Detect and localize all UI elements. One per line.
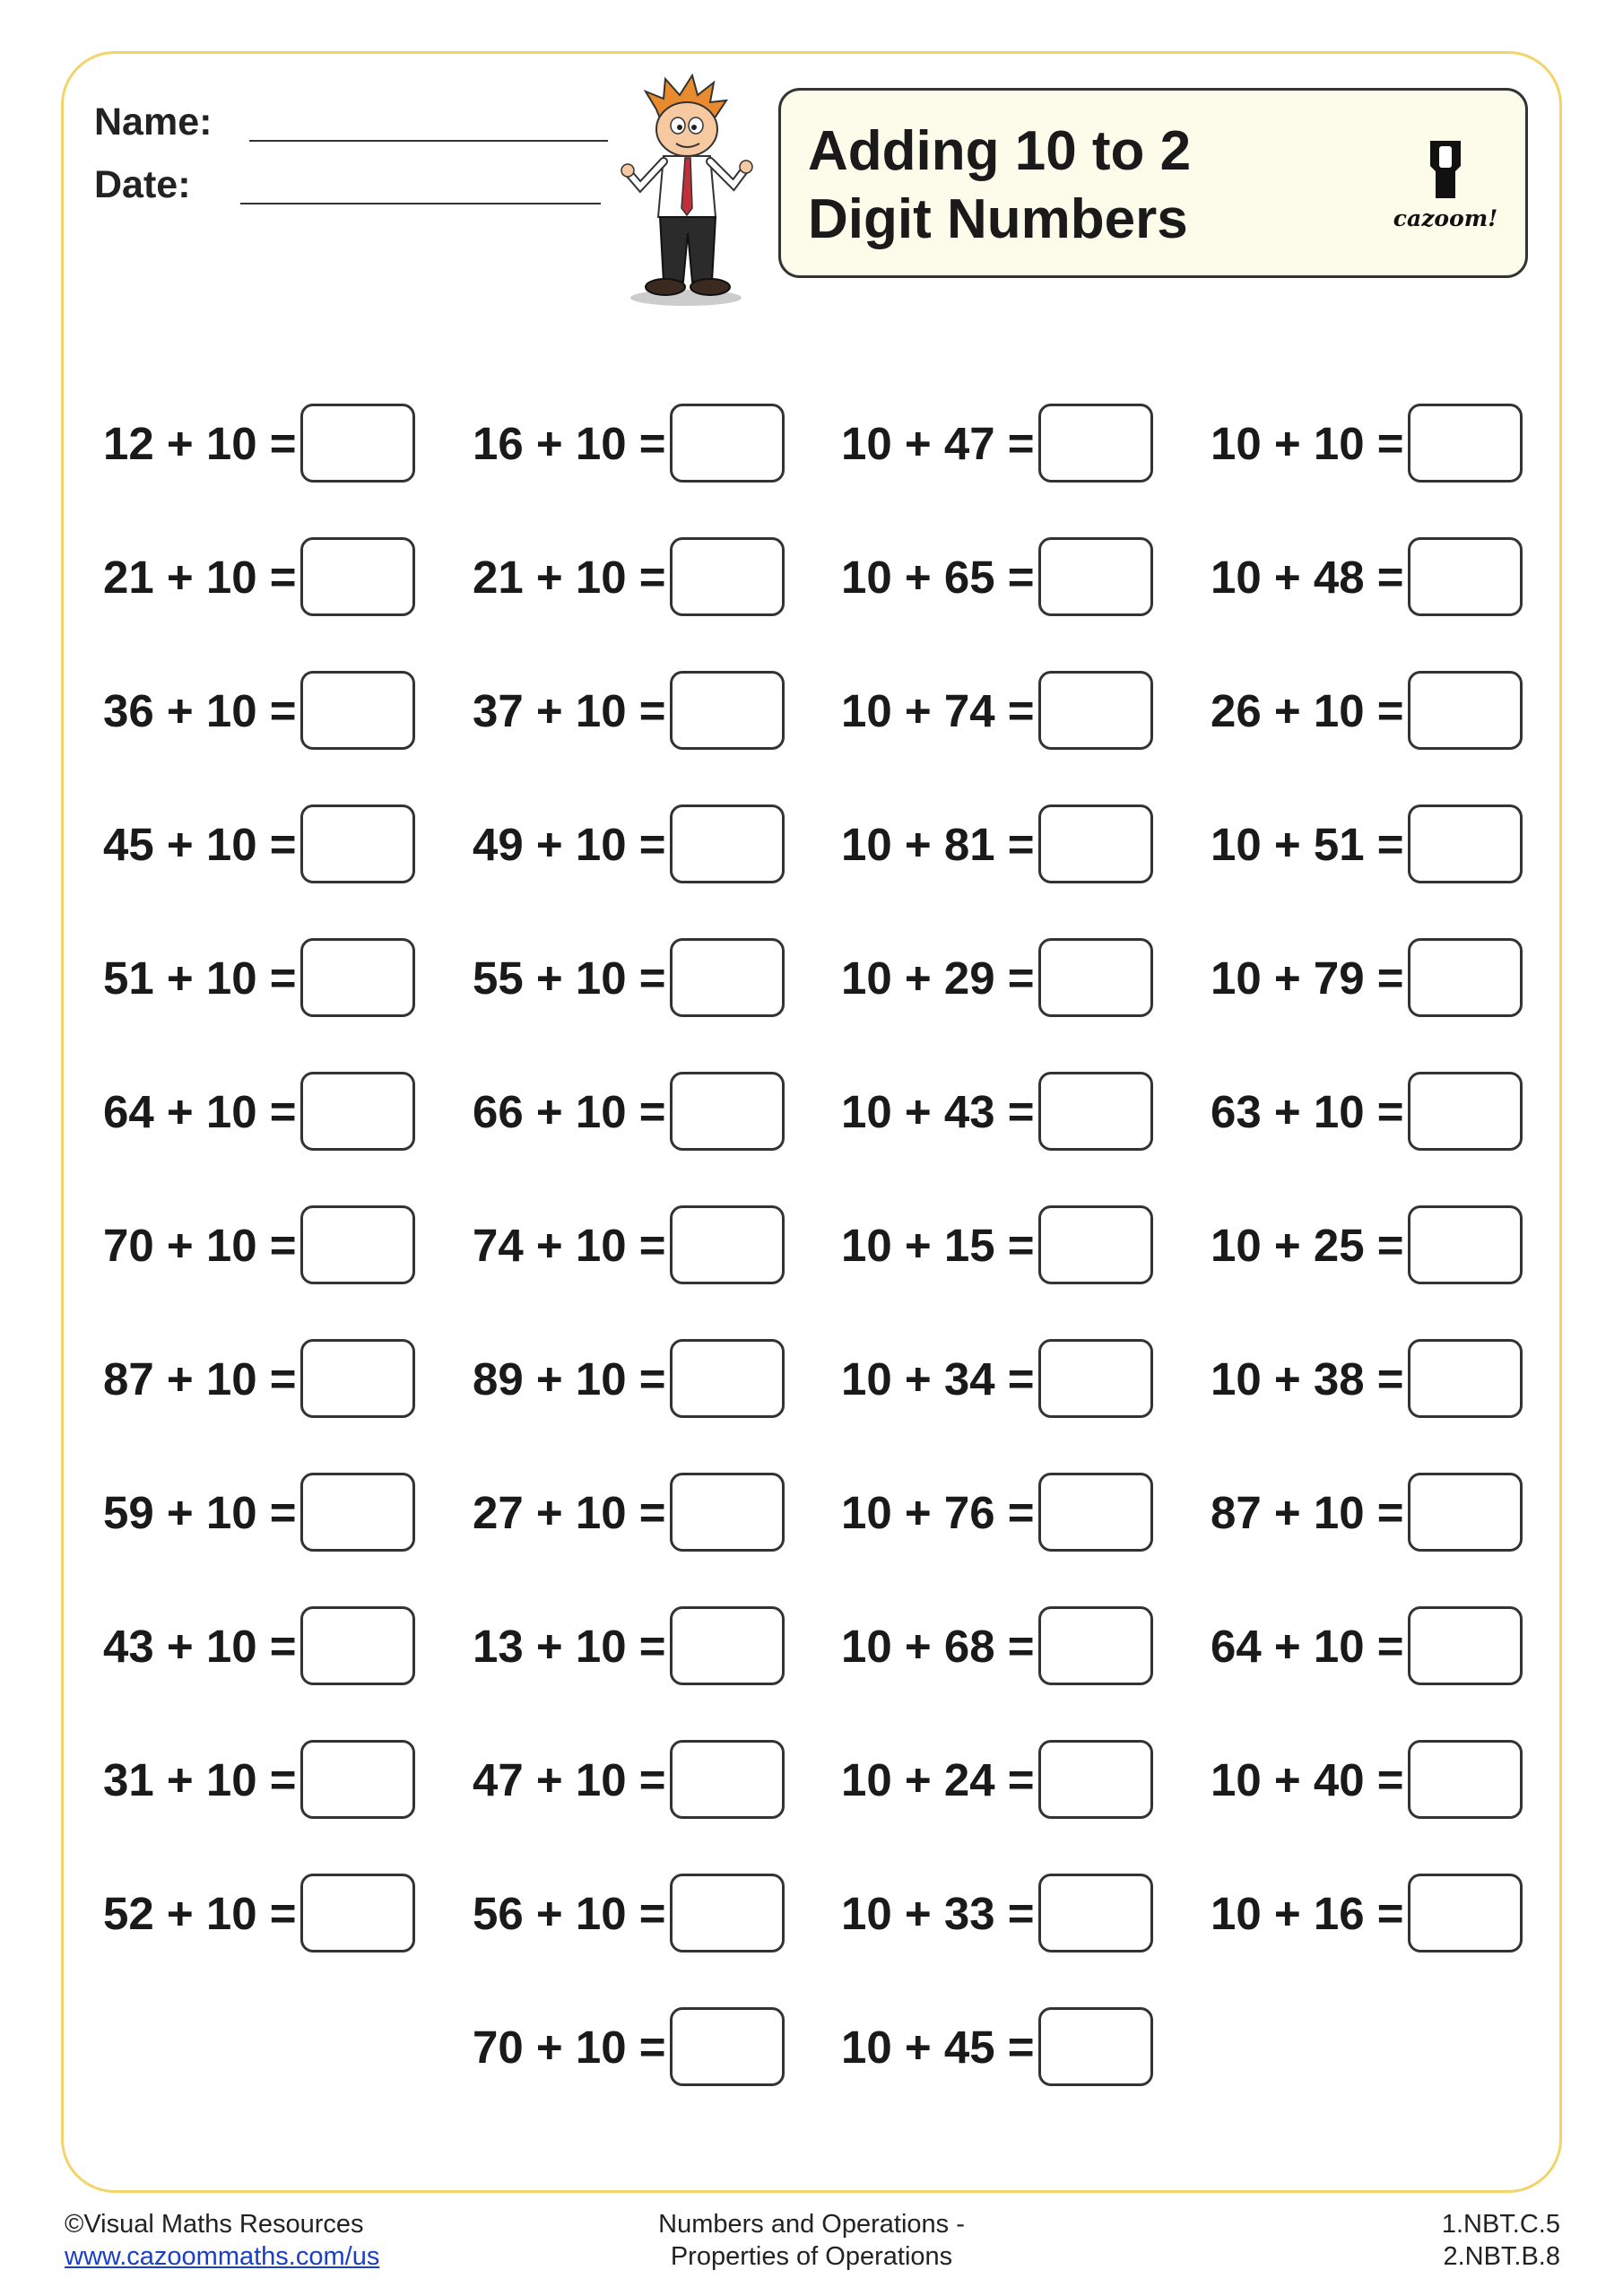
answer-box[interactable]: [1408, 1473, 1523, 1552]
footer-standards: [1399, 2208, 1560, 2273]
question-item: [841, 537, 1182, 618]
answer-box[interactable]: [670, 1740, 785, 1819]
cazoom-logo: [1387, 135, 1504, 234]
question-text: 10 + 51 =: [1211, 819, 1404, 870]
question-text: 87 + 10 =: [103, 1353, 297, 1405]
question-text: 12 + 10 =: [103, 418, 297, 469]
question-item: [1211, 1339, 1551, 1420]
question-item: [103, 804, 444, 885]
question-text: 10 + 76 =: [841, 1487, 1035, 1538]
question-text: 10 + 15 =: [841, 1220, 1035, 1271]
answer-box[interactable]: [670, 1606, 785, 1685]
question-text: 47 + 10 =: [473, 1754, 666, 1805]
question-item: [841, 1205, 1182, 1286]
question-text: 70 + 10 =: [473, 2022, 666, 2073]
question-text: 10 + 47 =: [841, 418, 1035, 469]
answer-box[interactable]: [1408, 404, 1523, 483]
question-text: 13 + 10 =: [473, 1621, 666, 1672]
answer-box[interactable]: [1038, 804, 1153, 883]
footer-topic: [650, 2208, 973, 2273]
question-item: [841, 1072, 1182, 1152]
question-text: 89 + 10 =: [473, 1353, 666, 1405]
question-text: 37 + 10 =: [473, 685, 666, 736]
question-item: [473, 1205, 813, 1286]
answer-box[interactable]: [1408, 1339, 1523, 1418]
answer-box[interactable]: [300, 1339, 415, 1418]
question-text: 10 + 65 =: [841, 552, 1035, 603]
question-item: [473, 1473, 813, 1553]
question-item: [841, 1473, 1182, 1553]
question-text: 10 + 68 =: [841, 1621, 1035, 1672]
answer-box[interactable]: [1408, 938, 1523, 1017]
question-item: [473, 671, 813, 752]
website-link[interactable]: www.cazoommaths.com/us: [65, 2242, 380, 2271]
answer-box[interactable]: [1408, 671, 1523, 750]
question-item: [103, 1606, 444, 1687]
topic-line-1: Numbers and Operations -: [658, 2210, 965, 2239]
question-item: [103, 1205, 444, 1286]
question-text: 10 + 16 =: [1211, 1888, 1404, 1939]
answer-box[interactable]: [1038, 1874, 1153, 1952]
question-text: 43 + 10 =: [103, 1621, 297, 1672]
question-text: 10 + 45 =: [841, 2022, 1035, 2073]
question-text: 10 + 43 =: [841, 1086, 1035, 1137]
topic-line-2: Properties of Operations: [670, 2242, 953, 2271]
question-item: [1211, 1740, 1551, 1821]
question-item: [841, 938, 1182, 1019]
question-text: 10 + 79 =: [1211, 952, 1404, 1004]
answer-box[interactable]: [670, 1473, 785, 1552]
answer-box[interactable]: [670, 1072, 785, 1151]
date-label: Date:: [94, 163, 191, 206]
question-text: 36 + 10 =: [103, 685, 297, 736]
question-text: 31 + 10 =: [103, 1754, 297, 1805]
question-item: [103, 1339, 444, 1420]
answer-box[interactable]: [670, 1339, 785, 1418]
question-item: [473, 2007, 813, 2088]
question-text: 10 + 48 =: [1211, 552, 1404, 603]
question-item: [473, 404, 813, 484]
footer-left: [65, 2208, 379, 2273]
question-text: 70 + 10 =: [103, 1220, 297, 1271]
answer-box[interactable]: [1408, 804, 1523, 883]
question-item: [841, 1874, 1182, 1954]
answer-box[interactable]: [300, 1740, 415, 1819]
question-item: [1211, 938, 1551, 1019]
answer-box[interactable]: [300, 1606, 415, 1685]
question-text: 10 + 10 =: [1211, 418, 1404, 469]
question-text: 64 + 10 =: [103, 1086, 297, 1137]
question-item: [841, 1339, 1182, 1420]
question-item: [841, 671, 1182, 752]
question-text: 10 + 81 =: [841, 819, 1035, 870]
answer-box[interactable]: [1038, 2007, 1153, 2086]
question-item: [1211, 404, 1551, 484]
question-item: [473, 1606, 813, 1687]
question-text: 10 + 33 =: [841, 1888, 1035, 1939]
question-text: 10 + 38 =: [1211, 1353, 1404, 1405]
question-text: 55 + 10 =: [473, 952, 666, 1004]
question-item: [473, 1339, 813, 1420]
question-text: 56 + 10 =: [473, 1888, 666, 1939]
answer-box[interactable]: [300, 1874, 415, 1952]
question-text: 10 + 74 =: [841, 685, 1035, 736]
question-text: 59 + 10 =: [103, 1487, 297, 1538]
question-text: 10 + 40 =: [1211, 1754, 1404, 1805]
question-text: 52 + 10 =: [103, 1888, 297, 1939]
question-item: [1211, 1205, 1551, 1286]
answer-box[interactable]: [670, 1874, 785, 1952]
logo-text: cazoom!: [1393, 205, 1498, 231]
answer-box[interactable]: [1038, 1606, 1153, 1685]
name-field[interactable]: [249, 140, 608, 142]
question-item: [103, 404, 444, 484]
question-text: 45 + 10 =: [103, 819, 297, 870]
answer-box[interactable]: [1038, 404, 1153, 483]
answer-box[interactable]: [670, 804, 785, 883]
title-box: [778, 88, 1528, 278]
question-text: 26 + 10 =: [1211, 685, 1404, 736]
question-item: [473, 1072, 813, 1152]
question-item: [841, 804, 1182, 885]
answer-box[interactable]: [1408, 1740, 1523, 1819]
worksheet-title: [808, 117, 1191, 254]
name-label: Name:: [94, 100, 213, 144]
question-text: 66 + 10 =: [473, 1086, 666, 1137]
question-text: 10 + 29 =: [841, 952, 1035, 1004]
answer-box[interactable]: [670, 2007, 785, 2086]
question-item: [103, 1740, 444, 1821]
answer-box[interactable]: [1038, 537, 1153, 616]
question-text: 16 + 10 =: [473, 418, 666, 469]
answer-box[interactable]: [300, 1072, 415, 1151]
question-item: [841, 1606, 1182, 1687]
question-item: [473, 537, 813, 618]
answer-box[interactable]: [1038, 1473, 1153, 1552]
question-text: 21 + 10 =: [103, 552, 297, 603]
question-item: [841, 404, 1182, 484]
question-text: 64 + 10 =: [1211, 1621, 1404, 1672]
question-text: 10 + 24 =: [841, 1754, 1035, 1805]
answer-box[interactable]: [1408, 1072, 1523, 1151]
question-text: 51 + 10 =: [103, 952, 297, 1004]
question-text: 63 + 10 =: [1211, 1086, 1404, 1137]
question-item: [1211, 1606, 1551, 1687]
question-item: [841, 1740, 1182, 1821]
answer-box[interactable]: [670, 671, 785, 750]
question-item: [103, 1473, 444, 1553]
question-text: 74 + 10 =: [473, 1220, 666, 1271]
question-item: [1211, 1072, 1551, 1152]
question-text: 10 + 25 =: [1211, 1220, 1404, 1271]
question-item: [1211, 1874, 1551, 1954]
question-item: [103, 1874, 444, 1954]
title-line-2: Digit Numbers: [808, 188, 1188, 250]
answer-box[interactable]: [1408, 1205, 1523, 1284]
answer-box[interactable]: [1408, 537, 1523, 616]
mascot-illustration: [610, 74, 767, 309]
standard-code-1: 1.NBT.C.5: [1441, 2210, 1560, 2239]
answer-box[interactable]: [1408, 1874, 1523, 1952]
standard-code-2: 2.NBT.B.8: [1443, 2242, 1560, 2271]
question-text: 49 + 10 =: [473, 819, 666, 870]
answer-box[interactable]: [300, 938, 415, 1017]
answer-box[interactable]: [670, 938, 785, 1017]
answer-box[interactable]: [300, 404, 415, 483]
question-item: [1211, 804, 1551, 885]
answer-box[interactable]: [1038, 1339, 1153, 1418]
copyright-text: ©Visual Maths Resources: [65, 2210, 364, 2239]
answer-box[interactable]: [1038, 671, 1153, 750]
question-item: [103, 671, 444, 752]
date-field[interactable]: [240, 203, 601, 204]
title-line-1: Adding 10 to 2: [808, 120, 1192, 182]
question-item: [103, 1072, 444, 1152]
answer-box[interactable]: [670, 537, 785, 616]
question-item: [1211, 537, 1551, 618]
answer-box[interactable]: [300, 1473, 415, 1552]
answer-box[interactable]: [1038, 938, 1153, 1017]
question-item: [841, 2007, 1182, 2088]
answer-box[interactable]: [670, 404, 785, 483]
question-text: 10 + 34 =: [841, 1353, 1035, 1405]
question-item: [473, 1740, 813, 1821]
answer-box[interactable]: [300, 804, 415, 883]
answer-box[interactable]: [300, 671, 415, 750]
question-item: [1211, 1473, 1551, 1553]
answer-box[interactable]: [1038, 1740, 1153, 1819]
question-item: [1211, 671, 1551, 752]
answer-box[interactable]: [1038, 1205, 1153, 1284]
question-text: 27 + 10 =: [473, 1487, 666, 1538]
answer-box[interactable]: [300, 537, 415, 616]
answer-box[interactable]: [1038, 1072, 1153, 1151]
answer-box[interactable]: [670, 1205, 785, 1284]
question-text: 87 + 10 =: [1211, 1487, 1404, 1538]
cazoom-logo-icon: [1387, 135, 1504, 207]
question-item: [103, 938, 444, 1019]
question-item: [473, 1874, 813, 1954]
question-text: 21 + 10 =: [473, 552, 666, 603]
answer-box[interactable]: [300, 1205, 415, 1284]
question-item: [473, 938, 813, 1019]
answer-box[interactable]: [1408, 1606, 1523, 1685]
question-item: [103, 537, 444, 618]
question-item: [473, 804, 813, 885]
